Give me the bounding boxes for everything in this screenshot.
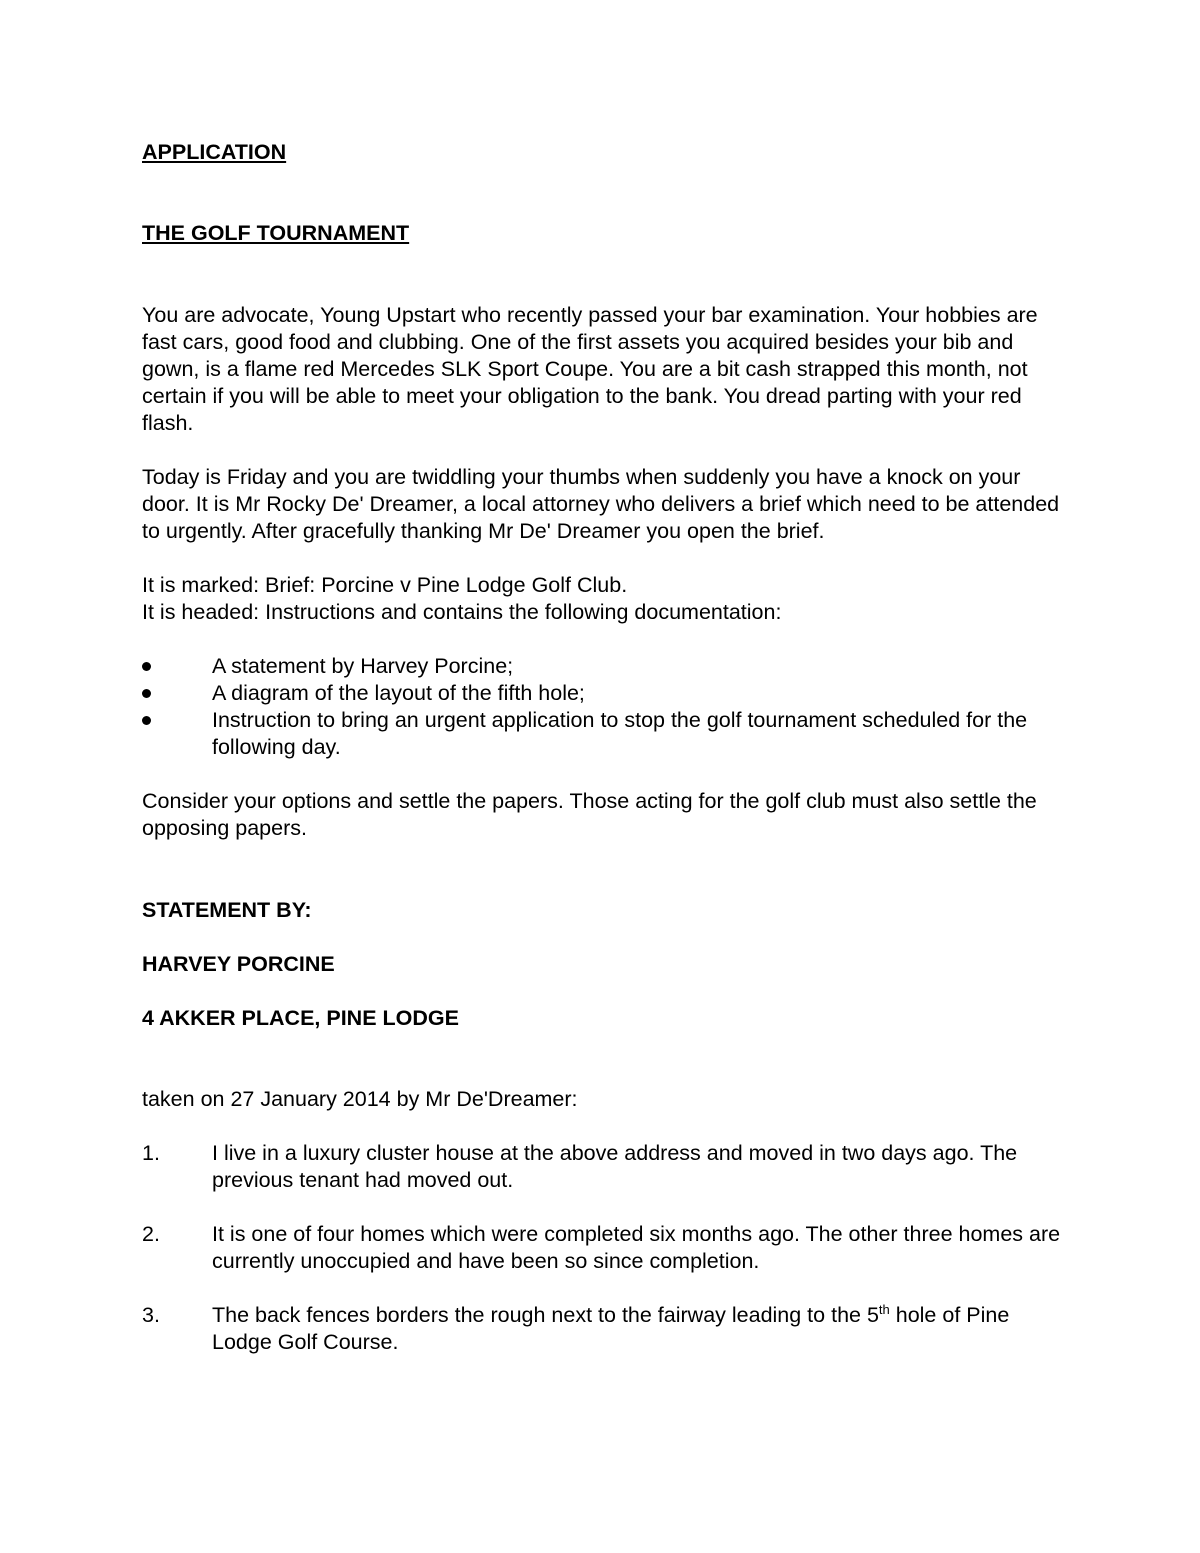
item-number: 3. [142,1303,160,1327]
statement-list [142,1140,1062,1356]
heading-golf-tournament: THE GOLF TOURNAMENT [142,221,410,245]
paragraph-headed: It is headed: Instructions and contains the following documentation: [142,600,782,624]
item-number: 2. [142,1222,160,1246]
bullet-icon [142,662,151,671]
statement-label: STATEMENT BY: [142,898,312,922]
bullet-icon [142,716,151,725]
statement-taken: taken on 27 January 2014 by Mr De'Dreamer: [142,1087,578,1111]
list-item-text: I live in a luxury cluster house at the above address and moved in two days ago. The previous tenant had moved out. [212,1141,1018,1192]
list-item-text: A statement by Harvey Porcine; [212,654,514,678]
list-item-text [212,1303,1009,1354]
superscript-ordinal: th [878,1301,890,1317]
statement-address: 4 AKKER PLACE, PINE LODGE [142,1006,459,1030]
document-body [142,139,1062,1383]
text-before: The back fences borders the rough next to the fairway leading to the 5 [212,1303,879,1327]
list-item-text: A diagram of the layout of the fifth hole; [212,681,585,705]
list-item [142,707,1062,761]
heading-application: APPLICATION [142,140,287,164]
documentation-list [142,653,1062,761]
list-item [142,1221,1062,1275]
statement-name: HARVEY PORCINE [142,952,335,976]
list-item-text: Instruction to bring an urgent application to stop the golf tournament scheduled for the following day. [212,708,1028,759]
text-after: hole of Pine Lodge Golf Course. [212,1303,1010,1354]
bullet-icon [142,689,151,698]
paragraph-intro: You are advocate, Young Upstart who recently passed your bar examination. Your hobbies are fast cars, good food and clubbing. One of the first assets you acquired besides your bib and gown, is a flame red Mercedes SLK Sport Coupe. You are a bit cash strapped this month, not certain if you will be able to meet your obligation to the bank. You dread parting with your red flash. [142,303,1038,435]
paragraph-marked: It is marked: Brief: Porcine v Pine Lodge Golf Club. [142,573,628,597]
list-item-text: It is one of four homes which were completed six months ago. The other three homes are currently unoccupied and have been so since completion. [212,1222,1061,1273]
paragraph-consider: Consider your options and settle the papers. Those acting for the golf club must also settle the opposing papers. [142,789,1037,840]
item-number: 1. [142,1141,160,1165]
paragraph-today: Today is Friday and you are twiddling your thumbs when suddenly you have a knock on your door. It is Mr Rocky De' Dreamer, a local attorney who delivers a brief which need to be attended to urgently. After gracefully thanking Mr De' Dreamer you open the brief. [142,465,1060,543]
list-item [142,680,1062,707]
list-item [142,1140,1062,1194]
list-item [142,1302,1062,1356]
list-item [142,653,1062,680]
